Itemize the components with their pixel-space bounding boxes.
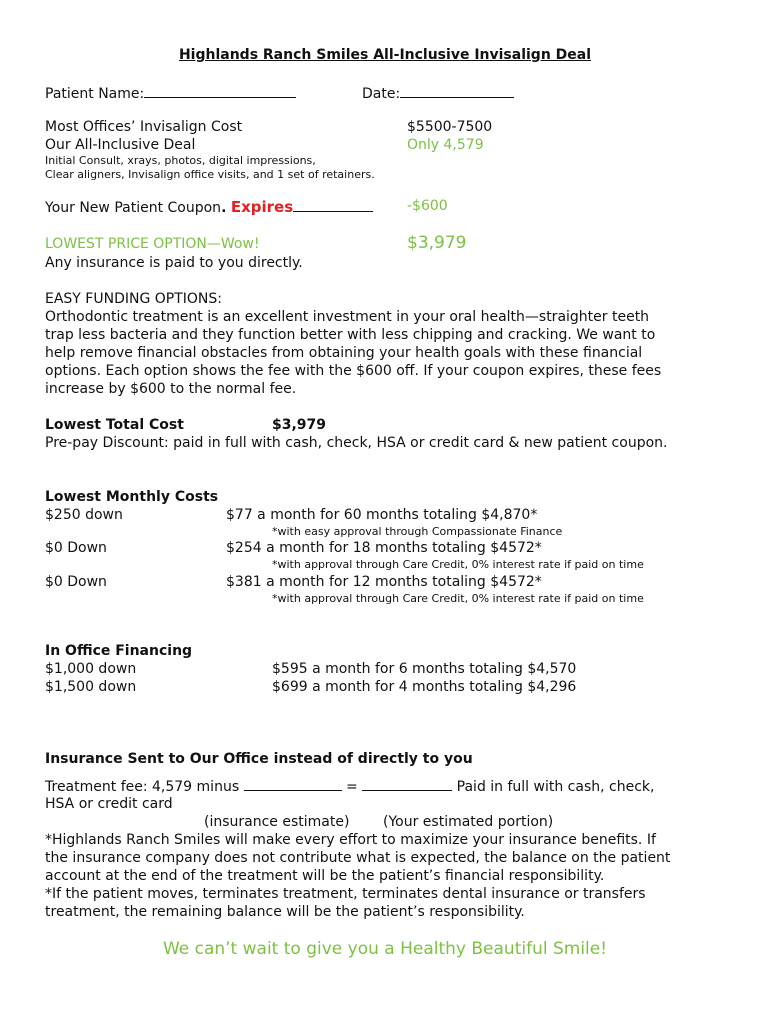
estimated-portion-caption: (Your estimated portion) <box>383 814 554 830</box>
insurance-direct-note: Any insurance is paid to you directly. <box>45 255 303 271</box>
office-down: $1,500 down <box>45 679 137 695</box>
date-line[interactable] <box>400 84 514 98</box>
treatment-fee-text: Treatment fee: 4,579 minus <box>45 779 240 795</box>
deal-note-1: Initial Consult, xrays, photos, digital impressions, <box>45 154 316 167</box>
date-label: Date: <box>362 86 401 102</box>
page-title: Highlands Ranch Smiles All-Inclusive Invisalign Deal <box>178 47 592 63</box>
insurance-note-line: *Highlands Ranch Smiles will make every effort to maximize your insurance benefits. If <box>45 832 656 848</box>
patient-name-field[interactable] <box>45 84 296 103</box>
insurance-note-line: *If the patient moves, terminates treatment, terminates dental insurance or transfers <box>45 886 646 902</box>
paid-in-full-text: Paid in full with cash, check, <box>456 779 655 795</box>
insurance-estimate-line[interactable] <box>244 778 342 791</box>
coupon-dot: . <box>221 200 227 216</box>
monthly-down: $0 Down <box>45 540 107 556</box>
office-down: $1,000 down <box>45 661 137 677</box>
equals-sign: = <box>346 779 358 795</box>
deal-note-2: Clear aligners, Invisalign office visits, and 1 set of retainers. <box>45 168 375 181</box>
lowest-total-value: $3,979 <box>272 417 327 433</box>
expires-line[interactable] <box>293 198 373 212</box>
coupon-value: -$600 <box>407 198 448 214</box>
deal-label: Our All-Inclusive Deal <box>45 137 196 153</box>
monthly-down: $0 Down <box>45 574 107 590</box>
monthly-plan: $381 a month for 12 months totaling $4572* <box>226 574 542 590</box>
hsa-text: HSA or credit card <box>45 796 173 812</box>
office-plan: $699 a month for 4 months totaling $4,296 <box>272 679 577 695</box>
insurance-note-line: account at the end of the treatment will be the patient’s financial responsibility. <box>45 868 605 884</box>
closing-message: We can’t wait to give you a Healthy Beautiful Smile! <box>162 939 608 959</box>
insurance-note-line: treatment, the remaining balance will be the patient’s responsibility. <box>45 904 525 920</box>
patient-name-line[interactable] <box>144 84 296 98</box>
most-offices-value: $5500-7500 <box>407 119 493 135</box>
deal-value: Only 4,579 <box>407 137 484 153</box>
lowest-total-label: Lowest Total Cost <box>45 417 184 433</box>
estimated-portion-line[interactable] <box>362 778 452 791</box>
coupon-label: Your New Patient Coupon <box>45 200 222 216</box>
funding-heading: EASY FUNDING OPTIONS: <box>45 291 223 307</box>
funding-line: Orthodontic treatment is an excellent investment in your oral health—straighter teeth <box>45 309 650 325</box>
monthly-note: *with approval through Care Credit, 0% interest rate if paid on time <box>272 592 644 605</box>
lowest-price-label: LOWEST PRICE OPTION—Wow! <box>45 236 260 252</box>
monthly-heading: Lowest Monthly Costs <box>45 489 219 505</box>
coupon-expires: Expires <box>230 198 294 216</box>
office-plan: $595 a month for 6 months totaling $4,570 <box>272 661 577 677</box>
monthly-plan: $254 a month for 18 months totaling $4572* <box>226 540 542 556</box>
monthly-note: *with easy approval through Compassionate Finance <box>272 525 563 538</box>
monthly-down: $250 down <box>45 507 123 523</box>
prepay-discount: Pre-pay Discount: paid in full with cash, check, HSA or credit card & new patient coupon. <box>45 435 668 451</box>
date-field[interactable] <box>362 84 514 103</box>
monthly-plan: $77 a month for 60 months totaling $4,870* <box>226 507 538 523</box>
insurance-note-line: the insurance company does not contribute what is expected, the balance on the patient <box>45 850 671 866</box>
monthly-note: *with approval through Care Credit, 0% interest rate if paid on time <box>272 558 644 571</box>
funding-line: options. Each option shows the fee with the $600 off. If your coupon expires, these fees <box>45 363 662 379</box>
most-offices-label: Most Offices’ Invisalign Cost <box>45 119 243 135</box>
insurance-heading: Insurance Sent to Our Office instead of directly to you <box>45 751 473 767</box>
funding-line: increase by $600 to the normal fee. <box>45 381 297 397</box>
office-financing-heading: In Office Financing <box>45 643 193 659</box>
coupon-line <box>45 198 373 217</box>
funding-line: help remove financial obstacles from obtaining your health goals with these financial <box>45 345 643 361</box>
insurance-estimate-caption: (insurance estimate) <box>204 814 350 830</box>
funding-line: trap less bacteria and they function better with less chipping and cracking. We want to <box>45 327 656 343</box>
patient-name-label: Patient Name: <box>45 86 145 102</box>
lowest-price-value: $3,979 <box>407 233 467 253</box>
treatment-fee-line <box>45 778 654 796</box>
